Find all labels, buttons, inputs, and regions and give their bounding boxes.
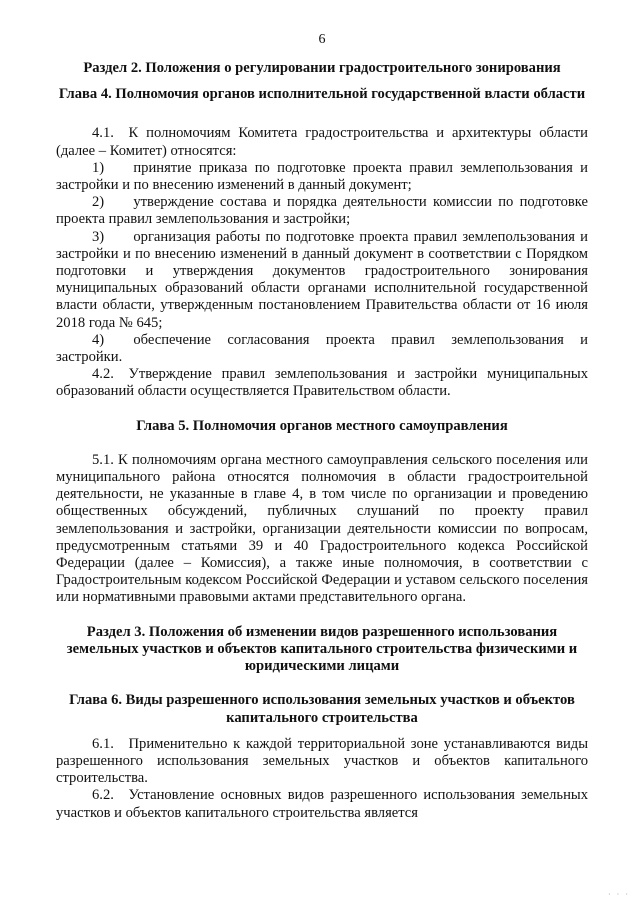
paragraph-4-1-item-1: 1) принятие приказа по подготовке проекта правил землепользования и застройки и по внесению изменений в данный документ; <box>56 159 588 194</box>
paragraph-5-1: 5.1. К полномочиям органа местного самоуправления сельского поселения или муниципального района относятся полномочия в области градостроительной деятельности, не указанные в главе 4, в том числе по организации и проведению общественных обсуждений, публичных слушаний по проекту правил землепользования и застройки, организации деятельности комиссии по вопросам, предусмотренным статьями 39 и 40 Градостроительного кодекса Российской Федерации (далее – Комиссия), а также иные полномочия, в соответствии с Градостроительным кодексом Российской Федерации и уставом сельского поселения или нормативными правовыми актами представительного органа. <box>56 451 588 606</box>
paragraph-4-1: 4.1. К полномочиям Комитета градостроительства и архитектуры области (далее – Комитет) относятся: <box>56 125 588 159</box>
paragraph-6-2: 6.2. Установление основных видов разрешенного использования земельных участков и объектов капитального строительства является <box>56 787 588 821</box>
scan-mark-decoration: · · · <box>608 890 630 899</box>
chapter-5-heading: Глава 5. Полномочия органов местного самоуправления <box>136 417 508 434</box>
document-page <box>56 0 588 905</box>
paragraph-4-1-item-2: 2) утверждение состава и порядка деятельности комиссии по подготовке проекта правил землепользования и застройки; <box>56 194 588 228</box>
section-3-heading: Раздел 3. Положения об изменении видов разрешенного использования земельных участков и объектов капитального строительства физическими и юридическими лицами <box>66 623 578 675</box>
page-number: 6 <box>318 32 326 47</box>
chapter-6-heading: Глава 6. Виды разрешенного использования земельных участков и объектов капитального строительства <box>69 692 575 726</box>
paragraph-4-2: 4.2. Утверждение правил землепользования и застройки муниципальных образований области осуществляется Правительством области. <box>56 366 588 400</box>
section-2-heading: Раздел 2. Положения о регулировании градостроительного зонирования <box>83 60 561 76</box>
paragraph-4-1-item-3: 3) организация работы по подготовке проекта правил землепользования и застройки и по внесению изменений в данный документ в соответствии с Порядком подготовки и утверждения документов градостроительного зонирования муниципальных образований области органами исполнительной государственной власти области, утвержденным постановлением Правительства области от 16 июля 2018 года № 645; <box>56 228 588 331</box>
paragraph-6-1: 6.1. Применительно к каждой территориальной зоне устанавливаются виды разрешенного использования земельных участков и объектов капитального строительства. <box>56 735 588 787</box>
paragraph-4-1-item-4: 4) обеспечение согласования проекта правил землепользования и застройки. <box>56 331 588 366</box>
chapter-4-heading: Глава 4. Полномочия органов исполнительной государственной власти области <box>58 86 586 103</box>
document-body <box>56 60 588 822</box>
